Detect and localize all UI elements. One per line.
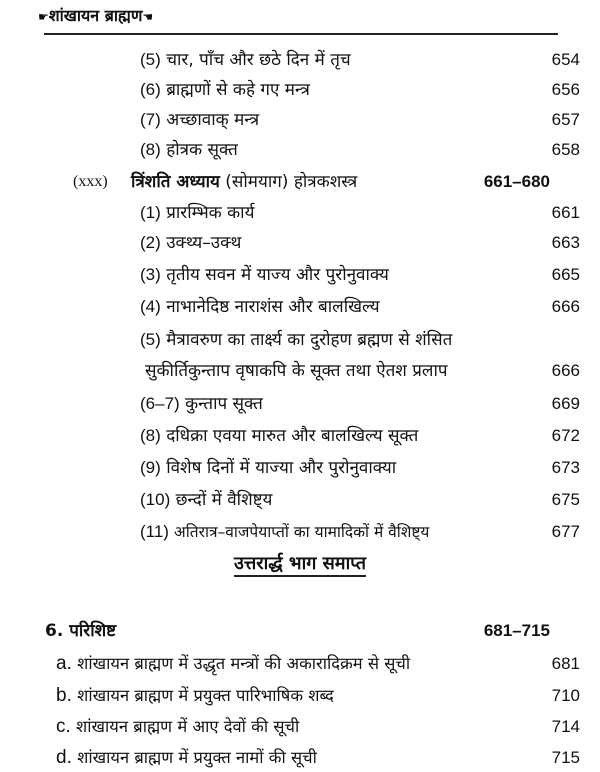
toc-entry[interactable]: (4) नाभानेदिष्ठ नाराशंस और बालखिल्य 666 [0, 293, 600, 321]
page-number: 661 [551, 203, 580, 222]
header-rule [44, 33, 558, 35]
appendix-pages: 681–715 [483, 621, 550, 640]
toc-entry[interactable]: (3) तृतीय सवन में याज्य और पुरोनुवाक्य 665 [0, 261, 600, 289]
chapter-title: त्रिंशति अध्याय [131, 172, 220, 192]
page-number: 657 [551, 110, 580, 129]
chapter-pages: 661–680 [483, 172, 550, 191]
page-number: 715 [551, 748, 580, 767]
toc-entry[interactable]: (7) अच्छावाक् मन्त्र 657 [0, 106, 600, 134]
page-number: 669 [551, 394, 580, 413]
part-end-heading: उत्तरार्द्ध भाग समाप्त [0, 551, 600, 575]
page-number: 666 [551, 297, 580, 316]
toc-entry[interactable]: (2) उक्थ्य–उक्थ 663 [0, 229, 600, 257]
chapter-number: (xxx) [73, 173, 108, 190]
toc-entry[interactable]: (5) मैत्रावरुण का तार्क्ष्य का दुरोहण ब्रह्मण से शंसित [140, 330, 453, 350]
toc-entry[interactable]: (1) प्रारम्भिक कार्य 661 [0, 199, 600, 227]
toc-entry[interactable]: (10) छन्दों में वैशिष्ट्य 675 [0, 486, 600, 514]
appendix-title: 6. परिशिष्ट [45, 621, 117, 641]
toc-entry[interactable]: (8) होत्रक सूक्त 658 [0, 136, 600, 164]
toc-entry[interactable]: (11) अतिरात्र–वाजपेयाप्तों का यामादिकों में वैशिष्ट्य 677 [0, 518, 600, 546]
page-number: 665 [551, 265, 580, 284]
page-number: 673 [551, 458, 580, 477]
header-title: शांखायन ब्राह्मण [48, 6, 143, 25]
page-number: 675 [551, 490, 580, 509]
toc-entry[interactable]: (6) ब्राह्मणों से कहे गए मन्त्र 656 [0, 76, 600, 104]
page-number: 681 [551, 654, 580, 673]
chapter-subtitle: (सोमयाग) होत्रकशस्त्र [225, 172, 358, 192]
page-number: 672 [551, 426, 580, 445]
page-number: 666 [551, 361, 580, 380]
toc-entry-continuation[interactable]: सुकीर्तिकुन्ताप वृषाकपि के सूक्त तथा ऐतश प्रलाप 666 [0, 357, 600, 385]
page-number: 677 [551, 522, 580, 541]
toc-entry[interactable]: (6–7) कुन्ताप सूक्त 669 [0, 390, 600, 418]
toc-entry[interactable]: (8) दधिक्रा एवया मारुत और बालखिल्य सूक्त 672 [0, 422, 600, 450]
page-number: 710 [551, 686, 580, 705]
pointing-hand-left-icon: ☛ [38, 10, 49, 24]
toc-entry[interactable]: (5) चार, पाँच और छठे दिन में तृच 654 [0, 46, 600, 74]
appendix-entry[interactable]: d. शांखायन ब्राह्मण में प्रयुक्त नामों की सूची 715 [0, 744, 600, 772]
chapter-heading[interactable] [0, 168, 600, 196]
pointing-hand-right-icon: ☚ [142, 10, 154, 24]
page-number: 663 [551, 233, 580, 252]
appendix-entry[interactable]: c. शांखायन ब्राह्मण में आए देवों की सूची 714 [0, 713, 600, 741]
page-number: 714 [551, 717, 580, 736]
running-header [38, 4, 153, 26]
appendix-entry[interactable]: a. शांखायन ब्राह्मण में उद्धृत मन्त्रों की अकारादिक्रम से सूची 681 [0, 650, 600, 678]
page-number: 658 [551, 140, 580, 159]
appendix-entry[interactable]: b. शांखायन ब्राह्मण में प्रयुक्त पारिभाषिक शब्द 710 [0, 682, 600, 710]
appendix-heading[interactable] [0, 617, 600, 645]
page-number: 656 [551, 80, 580, 99]
page-number: 654 [551, 50, 580, 69]
toc-entry[interactable]: (9) विशेष दिनों में याज्या और पुरोनुवाक्या 673 [0, 454, 600, 482]
